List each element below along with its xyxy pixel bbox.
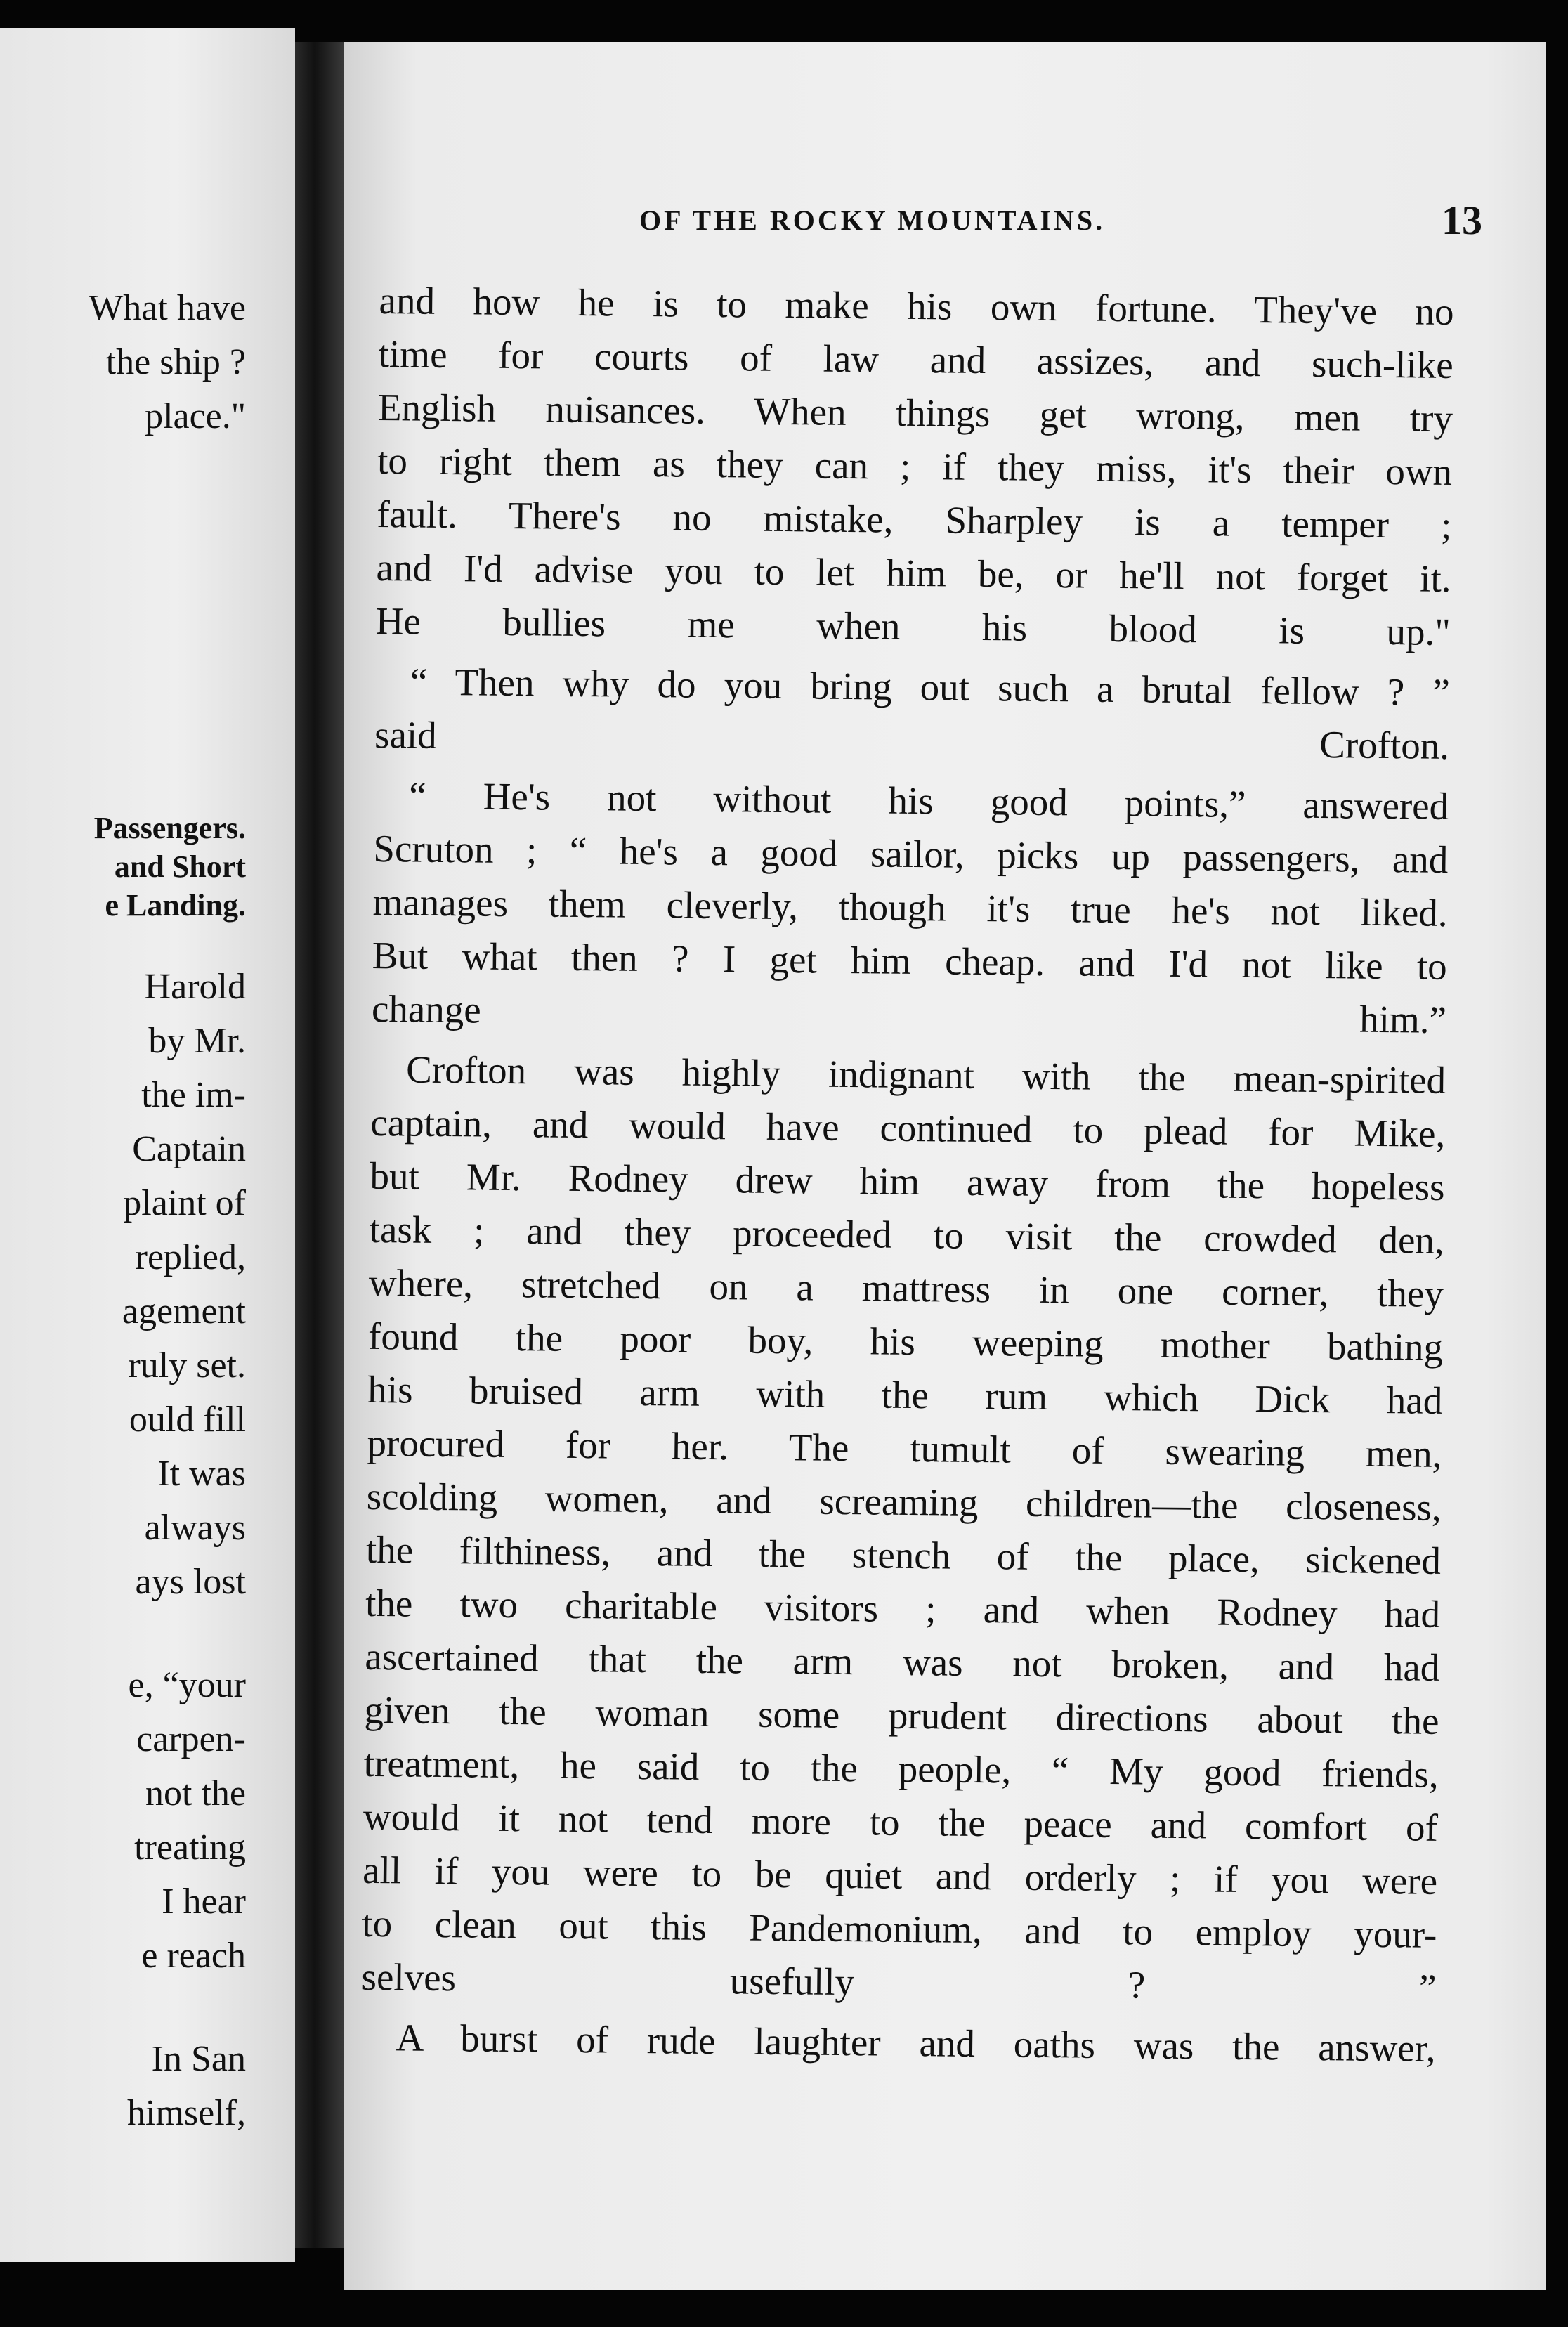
left-line: not the bbox=[145, 1773, 246, 1813]
text-line: and how he is to make his own fortune. They've no bbox=[379, 278, 1454, 334]
text-line: to right them as they can ; if they miss, it's their own bbox=[377, 438, 1453, 494]
left-line: Harold bbox=[144, 967, 246, 1007]
text-line: said Crofton. bbox=[374, 712, 1450, 767]
paragraph bbox=[361, 1043, 1446, 2015]
text-line: and I'd advise you to let him be, or he'll not forget it. bbox=[376, 545, 1451, 600]
left-page-text bbox=[0, 281, 246, 2140]
right-page bbox=[344, 42, 1546, 2290]
left-caption-line: and Short bbox=[114, 849, 246, 884]
left-line: ruly set. bbox=[128, 1345, 246, 1386]
book-gutter bbox=[295, 42, 344, 2248]
text-line: his bruised arm with the rum which Dick had bbox=[367, 1367, 1443, 1422]
text-line: the two charitable visitors ; and when Rodney had bbox=[365, 1581, 1441, 1636]
text-line: But what then ? I get him cheap. and I'd not like to bbox=[372, 933, 1448, 988]
left-caption-line: e Landing. bbox=[105, 888, 246, 923]
left-line: himself, bbox=[127, 2093, 246, 2133]
text-line: fault. There's no mistake, Sharpley is a temper ; bbox=[377, 492, 1452, 547]
left-line: plaint of bbox=[123, 1183, 246, 1223]
text-line: given the woman some prudent directions about the bbox=[364, 1688, 1439, 1742]
left-line: It was bbox=[157, 1454, 246, 1494]
text-line: found the poor boy, his weeping mother bathing bbox=[367, 1314, 1444, 1369]
left-line: always bbox=[144, 1508, 246, 1548]
text-line: English nuisances. When things get wrong, men try bbox=[377, 385, 1453, 441]
text-line: “ He's not without his good points,” answered bbox=[408, 774, 1449, 828]
text-line: ascertained that the arm was not broken, and had bbox=[365, 1634, 1440, 1689]
paragraph bbox=[360, 2011, 1436, 2075]
text-line: captain, and would have continued to plead for Mike, bbox=[370, 1100, 1446, 1155]
left-line: ould fill bbox=[129, 1400, 246, 1440]
left-line: by Mr. bbox=[148, 1021, 246, 1061]
left-line: place." bbox=[145, 396, 246, 436]
text-line: would it not tend more to the peace and comfort of bbox=[362, 1794, 1439, 1849]
left-caption-line: Passengers. bbox=[93, 811, 246, 845]
left-line: e, “your bbox=[128, 1665, 246, 1705]
text-line: procured for her. The tumult of swearing men, bbox=[367, 1421, 1442, 1475]
left-line: carpen- bbox=[136, 1719, 246, 1759]
text-line: change him.” bbox=[371, 986, 1447, 1041]
left-line: agement bbox=[122, 1291, 246, 1331]
left-line: ays lost bbox=[135, 1562, 246, 1602]
left-line: In San bbox=[151, 2039, 246, 2079]
body-text bbox=[360, 274, 1454, 2082]
running-head: OF THE ROCKY MOUNTAINS. bbox=[639, 204, 1106, 236]
left-line: I hear bbox=[162, 1882, 246, 1922]
text-line: but Mr. Rodney drew him away from the hopeless bbox=[370, 1154, 1445, 1208]
paragraph bbox=[375, 274, 1453, 659]
text-line: where, stretched on a mattress in one corner, they bbox=[368, 1260, 1444, 1315]
text-line: A burst of rude laughter and oaths was the answer, bbox=[396, 2016, 1436, 2070]
text-line: the filthiness, and the stench of the place, sickened bbox=[365, 1527, 1442, 1582]
text-line: treatment, he said to the people, “ My good friends, bbox=[363, 1741, 1439, 1796]
text-line: “ Then why do you bring out such a brutal fellow ? ” bbox=[410, 660, 1451, 714]
left-line: the im- bbox=[141, 1075, 246, 1115]
page-header bbox=[344, 197, 1546, 260]
text-line: task ; and they proceeded to visit the crowded den, bbox=[369, 1207, 1444, 1262]
left-line: the ship ? bbox=[105, 342, 246, 382]
left-line: replied, bbox=[135, 1237, 246, 1277]
left-line: Captain bbox=[132, 1129, 246, 1169]
text-line: selves usefully ? ” bbox=[361, 1955, 1437, 2009]
paragraph bbox=[372, 769, 1449, 1047]
left-page bbox=[0, 28, 295, 2262]
text-line: He bullies me when his blood is up." bbox=[375, 599, 1451, 653]
left-line: What have bbox=[89, 288, 246, 328]
text-line: time for courts of law and assizes, and such-like bbox=[378, 332, 1454, 387]
paragraph bbox=[374, 655, 1451, 773]
text-line: all if you were to be quiet and orderly ; if you were bbox=[362, 1848, 1438, 1903]
page-number: 13 bbox=[1442, 197, 1482, 243]
text-line: manages them cleverly, though it's true he's not liked. bbox=[372, 880, 1448, 934]
text-line: scolding women, and screaming children—the closeness, bbox=[366, 1474, 1442, 1529]
text-line: to clean out this Pandemonium, and to employ your- bbox=[362, 1901, 1437, 1956]
text-line: Crofton was highly indignant with the mean-spirited bbox=[405, 1048, 1446, 1102]
text-line: Scruton ; “ he's a good sailor, picks up passengers, and bbox=[373, 826, 1449, 881]
left-line: e reach bbox=[141, 1936, 246, 1976]
left-line: treating bbox=[134, 1827, 246, 1868]
